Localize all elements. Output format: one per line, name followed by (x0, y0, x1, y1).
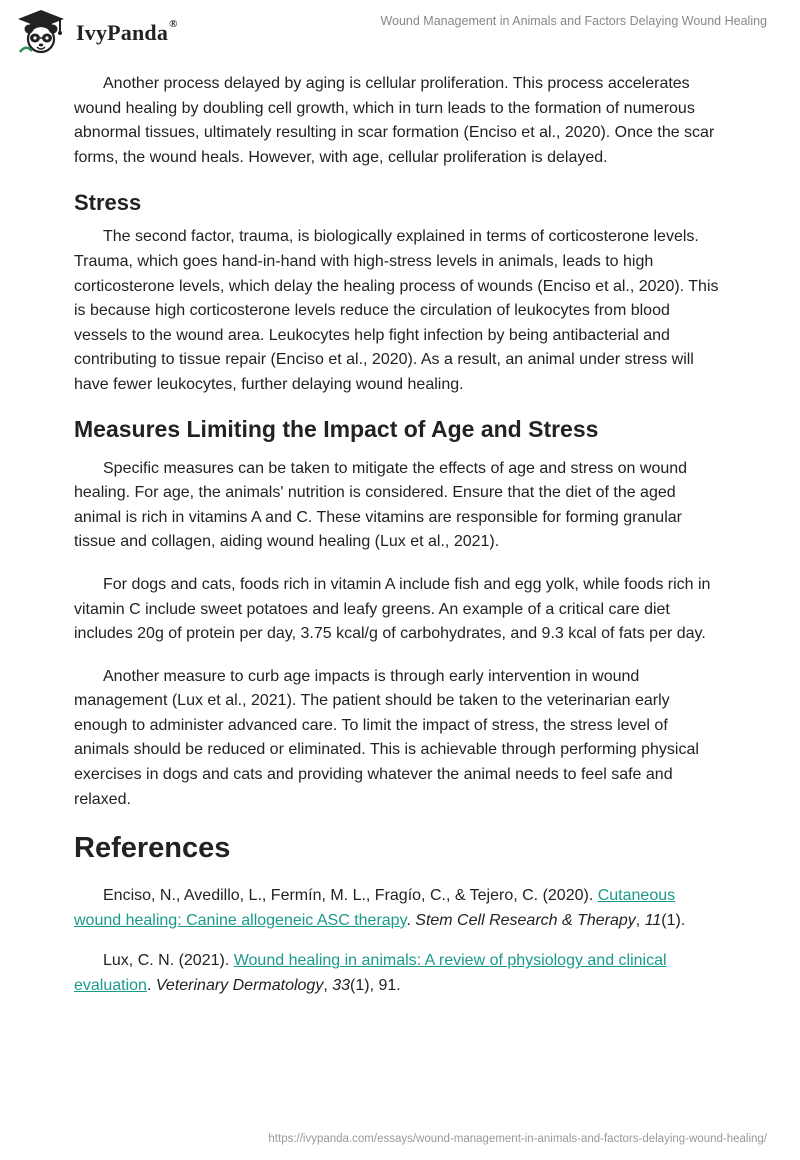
reference-link[interactable]: Wound healing in animals: A review of physiology and clinical evaluation (74, 952, 667, 995)
paragraph-measures-3: Another measure to curb age impacts is through early intervention in wound management (Lux et al., 2021). The patient should be taken to the veterinarian early enough to administer advanced care. To limit the impact of stress, the stress level of animals should be reduced or eliminated. This is achievable through performing physical exercises in dogs and cats and providing whatever the animal needs to feel safe and relaxed. (74, 667, 699, 808)
brand-logo[interactable] (12, 8, 178, 56)
essay-content (74, 72, 726, 999)
paragraph-measures-1: Specific measures can be taken to mitigate the effects of age and stress on wound healing. For age, the animals' nutrition is considered. Ensure that the diet of the aged animal is rich in vitamins A and C. These vitamins are responsible for forming granular tissue and collagen, aiding wound healing (Lux et al., 2021). (74, 459, 688, 551)
reference-authors: Lux, C. N. (2021). (103, 952, 234, 970)
reference-journal: Stem Cell Research & Therapy (415, 911, 636, 929)
reference-separator: . (146, 977, 156, 995)
reference-volume: 33 (332, 977, 351, 995)
heading-stress: Stress (74, 190, 142, 216)
reference-separator: , (323, 977, 333, 995)
page-header (0, 0, 800, 60)
panda-graduate-logo-icon (12, 8, 70, 56)
reference-journal: Veterinary Dermatology (155, 977, 324, 995)
reference-issue-pages: (1). (661, 911, 686, 929)
source-url[interactable]: https://ivypanda.com/essays/wound-management-in-animals-and-factors-delaying-wound-healing/ (268, 1133, 767, 1145)
reference-volume: 11 (644, 911, 662, 929)
reference-link[interactable]: Cutaneous wound healing: Canine allogeneic ASC therapy (74, 887, 676, 929)
paragraph-aging: Another process delayed by aging is cellular proliferation. This process accelerates wound healing by doubling cell growth, which in turn leads to the formation of numerous abnormal tissues, ultimately resulting in scar formation (Enciso et al., 2020). Once the scar forms, the wound heals. However, with age, cellular proliferation is delayed. (74, 75, 715, 166)
heading-measures: Measures Limiting the Impact of Age and Stress (74, 415, 599, 442)
reference-item (74, 884, 726, 933)
reference-authors: Enciso, N., Avedillo, L., Fermín, M. L., Fragío, C., & Tejero, C. (2020). (103, 887, 598, 905)
document-title: Wound Management in Animals and Factors Delaying Wound Healing (380, 14, 767, 28)
reference-issue-pages: (1), 91. (350, 977, 401, 995)
paragraph-measures-2: For dogs and cats, foods rich in vitamin A include fish and egg yolk, while foods rich in vitamin C include sweet potatoes and leafy greens. An example of a critical care diet includes 20g of protein per day, 3.75 kcal/g of carbohydrates, and 9.3 kcal of fats per day. (74, 575, 711, 643)
reference-item (74, 949, 726, 998)
reference-separator: . (406, 911, 416, 929)
reference-separator: , (635, 911, 645, 929)
paragraph-stress: The second factor, trauma, is biologically explained in terms of corticosterone levels. Trauma, which goes hand-in-hand with high-stress levels in animals, leads to high corticosterone levels, which delay the healing process of wounds (Enciso et al., 2020). This is because high corticosterone levels reduce the circulation of leukocytes from blood vessels to the wound area. Leukocytes help fight infection by being antibacterial and contributing to tissue repair (Enciso et al., 2020). As a result, an animal under stress will have fewer leukocytes, further delaying wound healing. (74, 228, 719, 393)
heading-references: References (74, 832, 231, 865)
brand-name: IvyPanda® (76, 18, 178, 45)
registered-mark: ® (169, 18, 178, 30)
